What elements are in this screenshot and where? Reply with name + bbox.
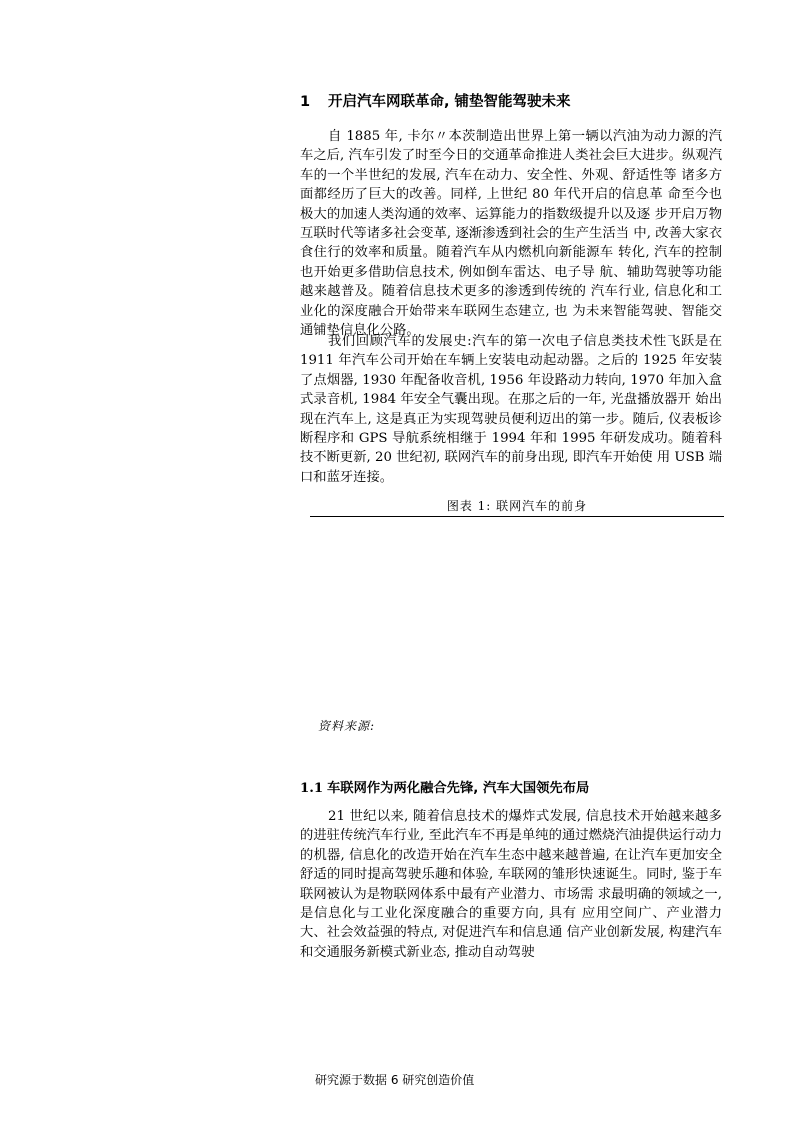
figure-caption: 图表 1: 联网汽车的前身: [446, 499, 588, 513]
subsection-title: 车联网作为两化融合先锋, 汽车大国领先布局: [327, 781, 590, 796]
figure-area: [310, 520, 724, 710]
page-footer: 研究源于数据 6 研究创造价值: [315, 1073, 475, 1087]
subsection-number: 1.1: [300, 781, 324, 796]
figure-source: 资料来源:: [318, 719, 376, 733]
section-heading: [300, 92, 571, 112]
section-title: 开启汽车网联革命, 铺垫智能驾驶未来: [328, 94, 571, 110]
body-paragraph: 21 世纪以来, 随着信息技术的爆炸式发展, 信息技术开始越来越多的进驻传统汽车行业, 至此汽车不再是单纯的通过燃烧汽油提供运行动力的机器, 信息化的改造开始在汽车生态中越来越普遍, 在让汽车更加安全舒适的同时提高驾驶乐趣和体验, 车联网的雏形快速诞生。同时, 鉴于车联网被认为是物联网体系中最有产业潜力、市场需 求最明确的领域之一, 是信息化与工业化深度融合的重要方向, 具有 应用空间广、产业潜力大、社会效益强的特点, 对促进汽车和信息通 信产业创新发展, 构建汽车和交通服务新模式新业态, 推动自动驾驶: [300, 809, 722, 960]
body-paragraph: 自 1885 年, 卡尔〃本茨制造出世界上第一辆以汽油为动力源的汽车之后, 汽车引发了时至今日的交通革命推进人类社会巨大进步。纵观汽车的一个半世纪的发展, 汽车在动力、安全性、外观、舒适性等 诸多方面都经历了巨大的改善。同样, 上世纪 80 年代开启的信息革 命至今也极大的加速人类沟通的效率、运算能力的指数级提升以及逐 步开启万物互联时代等诸多社会变革, 逐渐渗透到社会的生产生活当 中, 改善大家衣食住行的效率和质量。随着汽车从内燃机向新能源车 转化, 汽车的控制也开始更多借助信息技术, 例如倒车雷达、电子导 航、辅助驾驶等功能越来越普及。随着信息技术更多的渗透到传统的 汽车行业, 信息化和工业化的深度融合开始带来车联网生态建立, 也 为未来智能驾驶、智能交通铺垫信息化公路。: [300, 129, 722, 339]
figure-rule: [310, 516, 724, 517]
subsection-heading: [300, 779, 589, 798]
body-paragraph: 我们回顾汽车的发展史:汽车的第一次电子信息类技术性飞跃是在 1911 年汽车公司开始在车辆上安装电动起动器。之后的 1925 年安装了点烟器, 1930 年配备收音机, 1956 年设路动力转向, 1970 年加入盒式录音机, 1984 年安全气囊出现。在那之后的一年, 光盘播放器开 始出现在汽车上, 这是真正为实现驾驶员便利迈出的第一步。随后, 仪表板诊断程序和 GPS 导航系统相继于 1994 年和 1995 年研发成功。随着科技不断更新, 20 世纪初, 联网汽车的前身出现, 即汽车开始使 用 USB 端口和蓝牙连接。: [300, 334, 722, 485]
section-number: 1: [300, 94, 311, 110]
